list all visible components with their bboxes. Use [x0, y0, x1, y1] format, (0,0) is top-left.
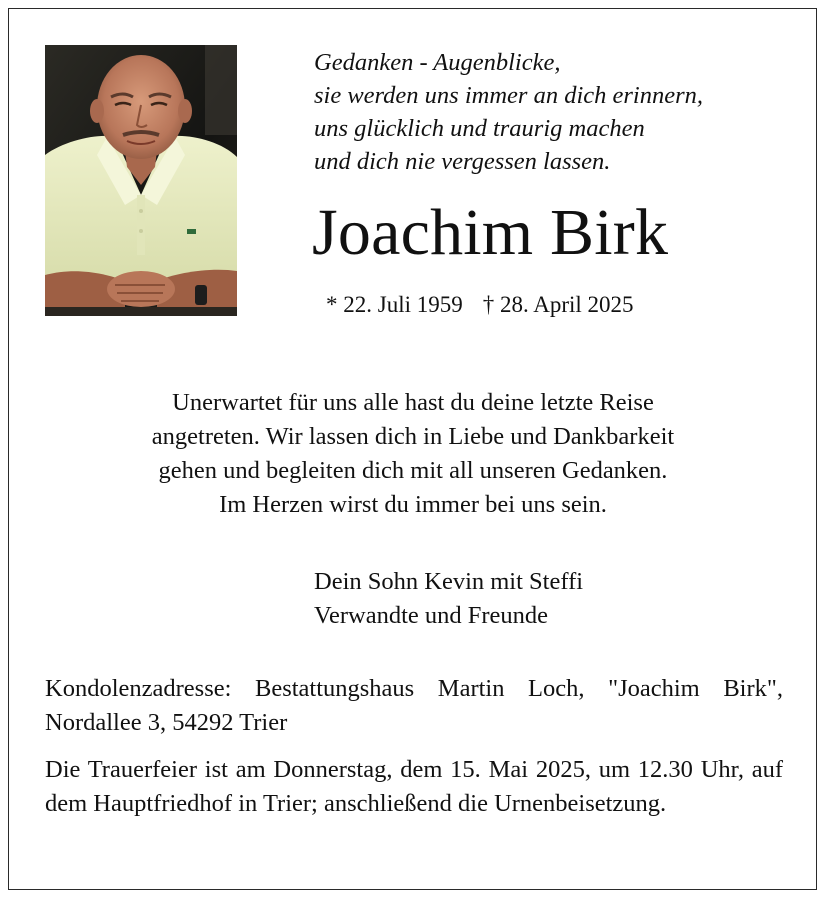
- message-line: Im Herzen wirst du immer bei uns sein.: [219, 491, 607, 518]
- mourner-line: Dein Sohn Kevin mit Steffi: [314, 568, 584, 595]
- poem-line: und dich nie vergessen lassen.: [314, 148, 611, 175]
- message-line: gehen und begleiten dich mit all unseren Gedanken.: [158, 457, 668, 484]
- death-date: † 28. April 2025: [482, 292, 634, 317]
- portrait-image: [45, 45, 237, 316]
- poem-line: uns glücklich und traurig machen: [314, 115, 645, 142]
- funeral-service-info: Die Trauerfeier ist am Donnerstag, dem 15. Mai 2025, um 12.30 Uhr, auf dem Hauptfriedhof in Trier; anschließend die Urnenbeisetzung.: [45, 756, 783, 817]
- portrait-photo: [45, 45, 237, 316]
- deceased-name: Joachim Birk: [312, 196, 669, 269]
- poem-verse: [314, 46, 794, 178]
- life-dates: [326, 290, 634, 320]
- farewell-message: [60, 386, 766, 522]
- message-line: Unerwartet für uns alle hast du deine letzte Reise: [172, 389, 654, 416]
- message-line: angetreten. Wir lassen dich in Liebe und Dankbarkeit: [151, 423, 675, 450]
- condolence-address: Kondolenzadresse: Bestattungshaus Martin Loch, "Joachim Birk", Nordallee 3, 54292 Trier: [45, 675, 783, 736]
- mourners: [314, 565, 583, 633]
- birth-date: * 22. Juli 1959: [326, 292, 463, 317]
- poem-line: sie werden uns immer an dich erinnern,: [314, 82, 703, 109]
- mourner-line: Verwandte und Freunde: [314, 602, 549, 629]
- poem-line: Gedanken - Augenblicke,: [314, 49, 561, 76]
